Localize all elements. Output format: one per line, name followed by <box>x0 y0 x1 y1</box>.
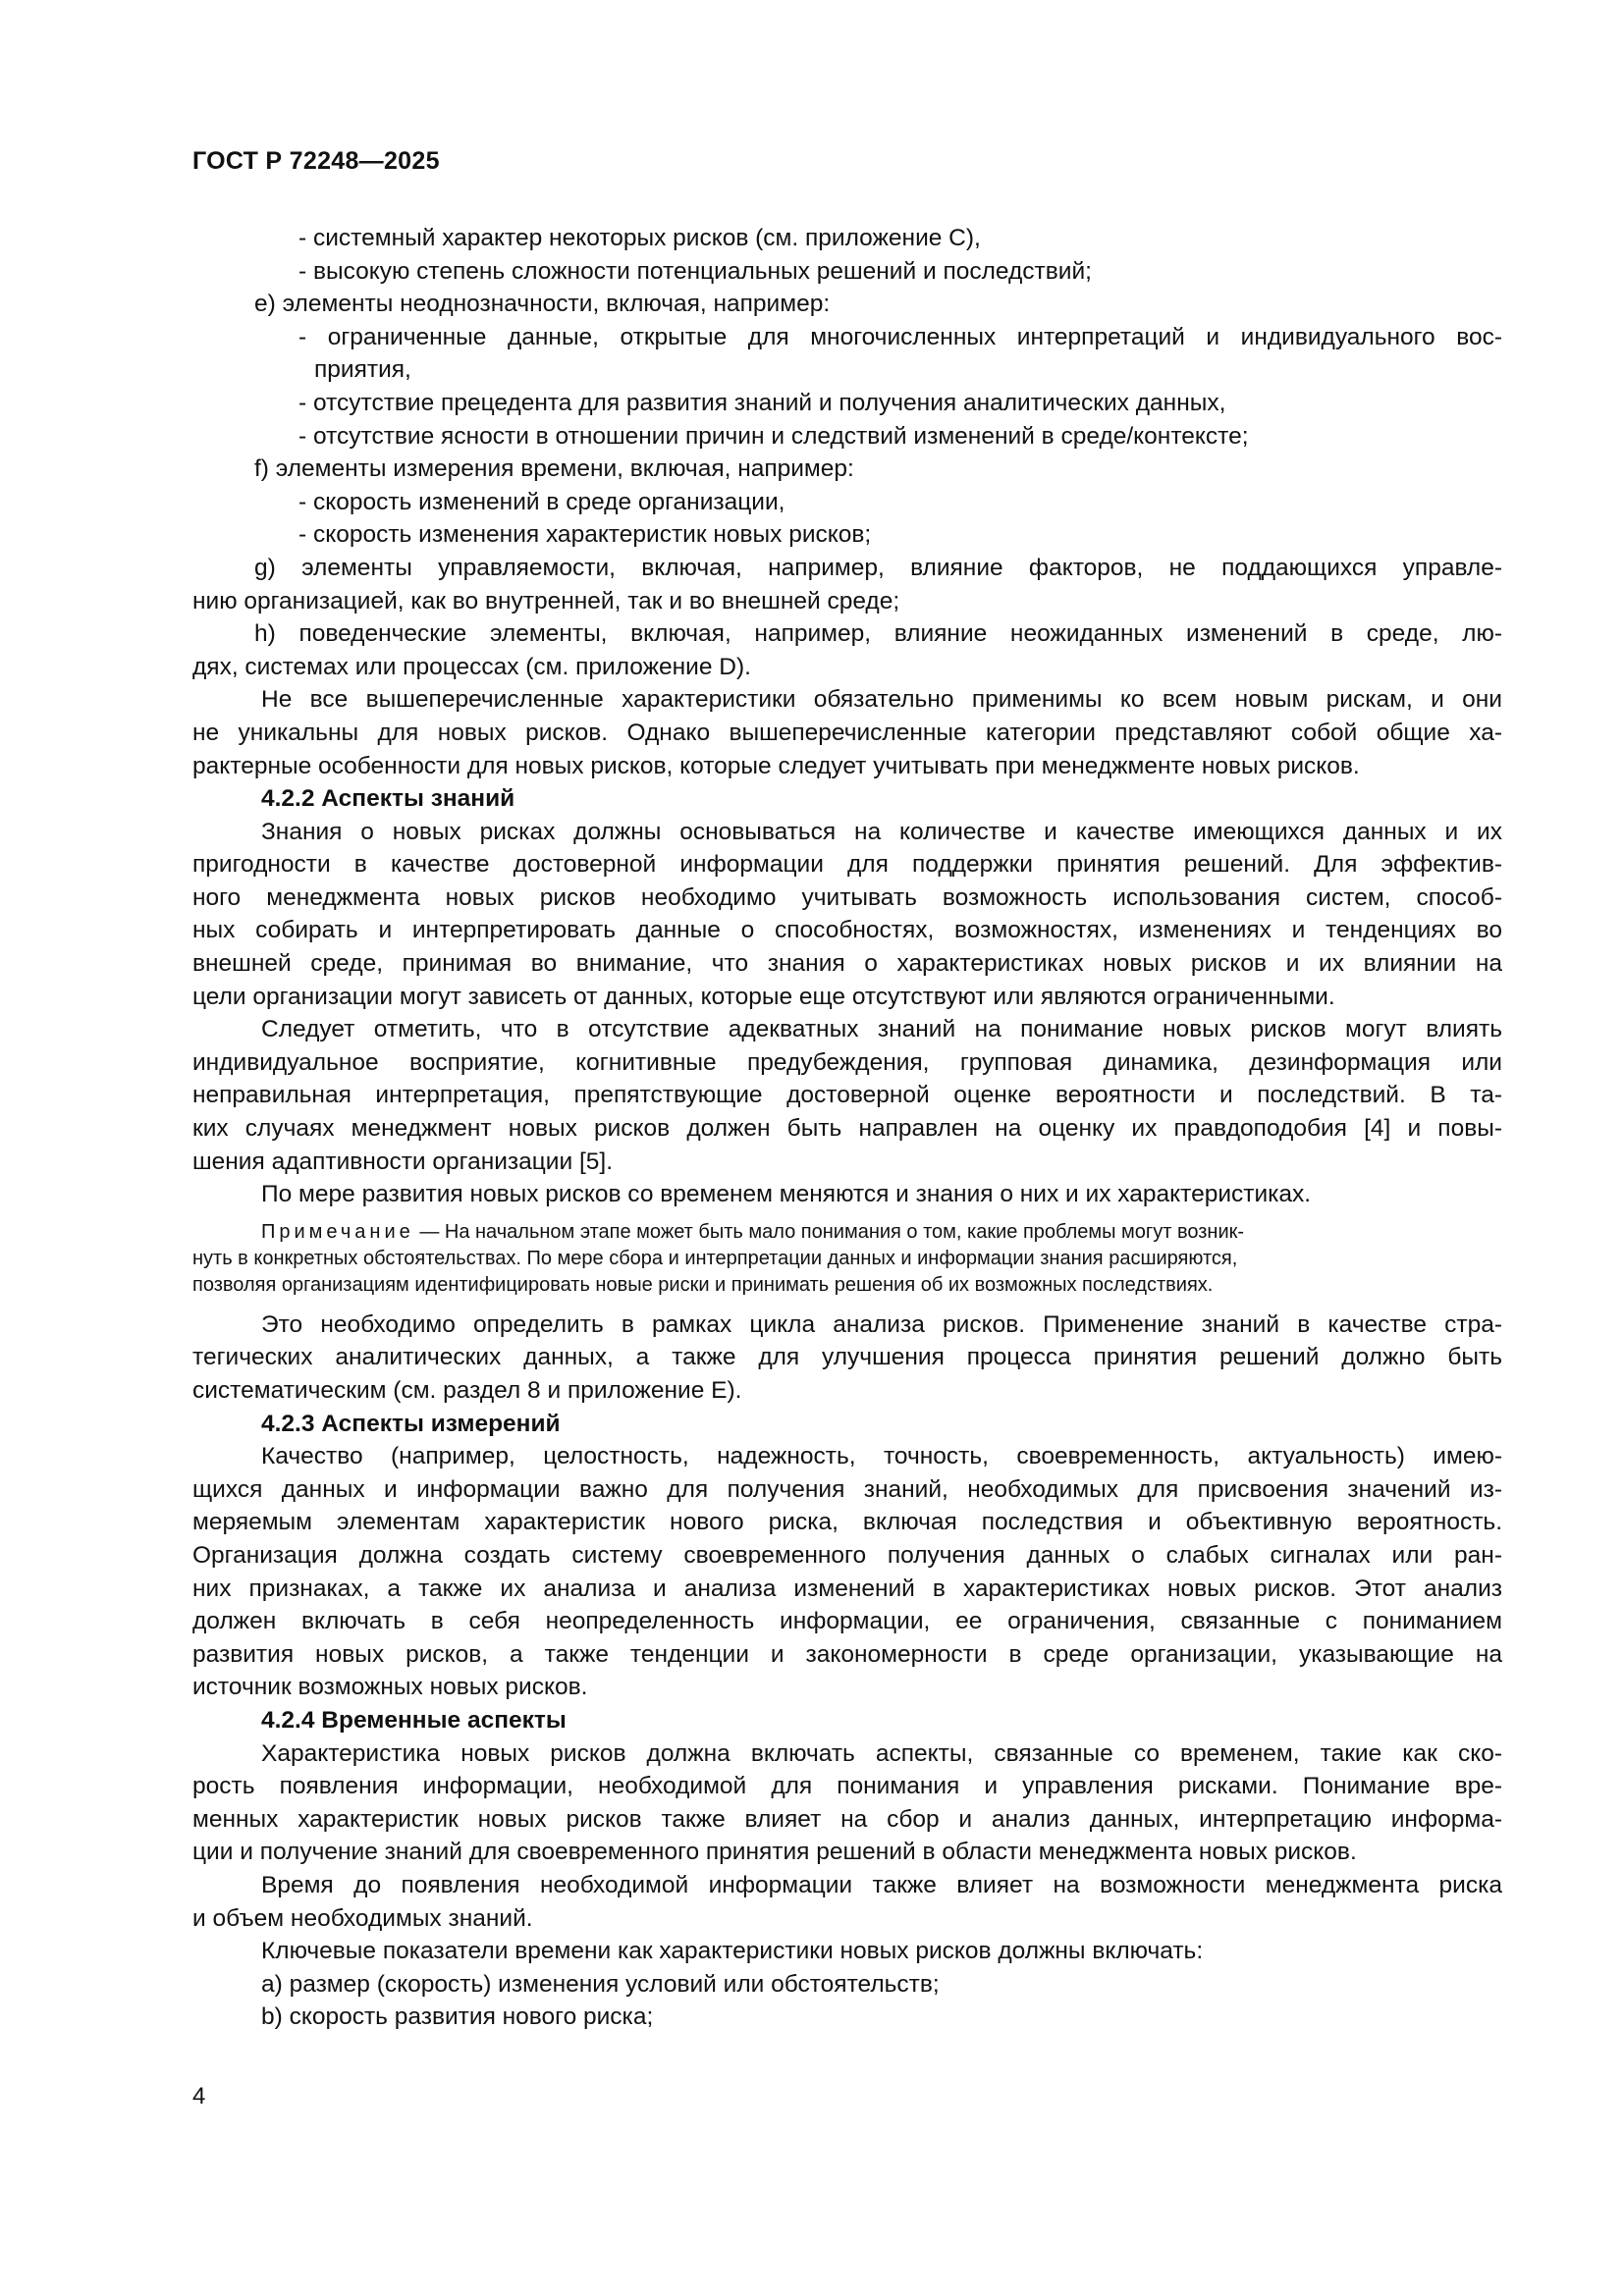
page-number: 4 <box>192 2083 206 2109</box>
note-text: — На начальном этапе может быть мало понимания о том, какие проблемы могут возник- <box>413 1220 1245 1243</box>
paragraph-line: тегических аналитических данных, а также для улучшения процесса принятия решений должно быть <box>192 1344 1502 1371</box>
section-heading: 4.2.4 Временные аспекты <box>261 1706 567 1734</box>
paragraph-line: щихся данных и информации важно для получения знаний, необходимых для присвоения значений из- <box>192 1475 1502 1503</box>
document-header: ГОСТ Р 72248—2025 <box>192 147 440 175</box>
list-item: g) элементы управляемости, включая, например, влияние факторов, не поддающихся управле- <box>254 554 1502 581</box>
paragraph-line: развития новых рисков, а также тенденции и закономерности в среде организации, указывающие на <box>192 1640 1502 1668</box>
paragraph-line: Следует отметить, что в отсутствие адекватных знаний на понимание новых рисков могут влиять <box>261 1016 1502 1043</box>
note-label: Примечание <box>261 1220 414 1243</box>
list-item-continuation: нию организацией, как во внутренней, так и во внешней среде; <box>192 587 900 614</box>
section-heading: 4.2.2 Аспекты знаний <box>261 785 515 813</box>
paragraph-line: Ключевые показатели времени как характеристики новых рисков должны включать: <box>261 1938 1204 1965</box>
list-item: e) элементы неоднозначности, включая, например: <box>254 291 831 318</box>
paragraph-line: Качество (например, целостность, надежность, точность, своевременность, актуальность) имею- <box>261 1443 1502 1470</box>
paragraph-line: источник возможных новых рисков. <box>192 1674 588 1701</box>
list-item: - скорость изменений в среде организации, <box>298 488 785 515</box>
list-item: - ограниченные данные, открытые для многочисленных интерпретаций и индивидуального вос- <box>298 323 1502 350</box>
paragraph-line: и объем необходимых знаний. <box>192 1904 533 1932</box>
note-line: нуть в конкретных обстоятельствах. По мере сбора и интерпретации данных и информации знания расширяются, <box>192 1247 1238 1269</box>
list-item: a) размер (скорость) изменения условий или обстоятельств; <box>261 1970 940 1998</box>
paragraph-line: Время до появления необходимой информации также влияет на возможности менеджмента риска <box>261 1871 1502 1898</box>
paragraph-line: внешней среде, принимая во внимание, что знания о характеристиках новых рисков и их влиянии на <box>192 950 1502 978</box>
paragraph-line: ного менеджмента новых рисков необходимо учитывать возможность использования систем, способ- <box>192 883 1502 911</box>
paragraph-line: цели организации могут зависеть от данных, которые еще отсутствуют или являются ограниченными. <box>192 983 1335 1010</box>
paragraph-line: меряемым элементам характеристик нового риска, включая последствия и объективную вероятность. <box>192 1509 1502 1536</box>
paragraph-line: рактерные особенности для новых рисков, которые следует учитывать при менеджменте новых рисков. <box>192 752 1360 779</box>
paragraph-line: Организация должна создать систему своевременного получения данных о слабых сигналах или ран- <box>192 1541 1502 1569</box>
paragraph-line: ных собирать и интерпретировать данные о способностях, возможностях, изменениях и тенденциях во <box>192 917 1502 944</box>
list-item: - системный характер некоторых рисков (см. приложение С), <box>298 225 981 251</box>
paragraph-line: должен включать в себя неопределенность информации, ее ограничения, связанные с пониманием <box>192 1608 1502 1635</box>
list-item: - скорость изменения характеристик новых рисков; <box>298 521 872 549</box>
list-item-continuation: приятия, <box>314 356 411 384</box>
paragraph-line: менных характеристик новых рисков также влияет на сбор и анализ данных, интерпретацию информа- <box>192 1805 1502 1833</box>
note-line <box>192 1219 1502 1246</box>
paragraph-line: шения адаптивности организации [5]. <box>192 1148 614 1175</box>
paragraph-line: систематическим (см. раздел 8 и приложение Е). <box>192 1377 742 1404</box>
paragraph-line: них признаках, а также их анализа и анализа изменений в характеристиках новых рисков. Этот анализ <box>192 1575 1502 1602</box>
list-item: h) поведенческие элементы, включая, например, влияние неожиданных изменений в среде, лю- <box>254 620 1502 648</box>
paragraph-line: не уникальны для новых рисков. Однако вышеперечисленные категории представляют собой общие ха- <box>192 719 1502 746</box>
paragraph-line: Характеристика новых рисков должна включать аспекты, связанные со временем, такие как ско- <box>261 1739 1502 1767</box>
paragraph-line: рость появления информации, необходимой для понимания и управления рисками. Понимание вре- <box>192 1773 1502 1800</box>
paragraph-line: Не все вышеперечисленные характеристики обязательно применимы ко всем новым рискам, и они <box>261 686 1502 714</box>
note-line: позволяя организациям идентифицировать новые риски и принимать решения об их возможных последствиях. <box>192 1273 1214 1296</box>
list-item: f) элементы измерения времени, включая, например: <box>254 455 854 483</box>
list-item: - отсутствие ясности в отношении причин и следствий изменений в среде/контексте; <box>298 422 1249 450</box>
paragraph-line: По мере развития новых рисков со временем меняются и знания о них и их характеристиках. <box>261 1181 1312 1208</box>
list-item: - отсутствие прецедента для развития знаний и получения аналитических данных, <box>298 389 1226 416</box>
paragraph-line: пригодности в качестве достоверной информации для поддержки принятия решений. Для эффектив- <box>192 851 1502 879</box>
paragraph-line: индивидуальное восприятие, когнитивные предубеждения, групповая динамика, дезинформация или <box>192 1048 1502 1076</box>
section-heading: 4.2.3 Аспекты измерений <box>261 1410 561 1437</box>
list-item: - высокую степень сложности потенциальных решений и последствий; <box>298 257 1092 285</box>
paragraph-line: Это необходимо определить в рамках цикла анализа рисков. Применение знаний в качестве стра- <box>261 1310 1502 1338</box>
note-block <box>192 1219 1502 1299</box>
document-body <box>192 222 1502 2034</box>
paragraph-line: ции и получение знаний для своевременного принятия решений в области менеджмента новых рисков. <box>192 1839 1357 1866</box>
paragraph-line: неправильная интерпретация, препятствующие достоверной оценке вероятности и последствий. В та- <box>192 1082 1502 1109</box>
paragraph-line: ких случаях менеджмент новых рисков должен быть направлен на оценку их правдоподобия [4] и повы- <box>192 1115 1502 1143</box>
paragraph-line: Знания о новых рисках должны основываться на количестве и качестве имеющихся данных и их <box>261 818 1502 845</box>
list-item-continuation: дях, системах или процессах (см. приложение D). <box>192 653 751 680</box>
list-item: b) скорость развития нового риска; <box>261 2003 654 2031</box>
